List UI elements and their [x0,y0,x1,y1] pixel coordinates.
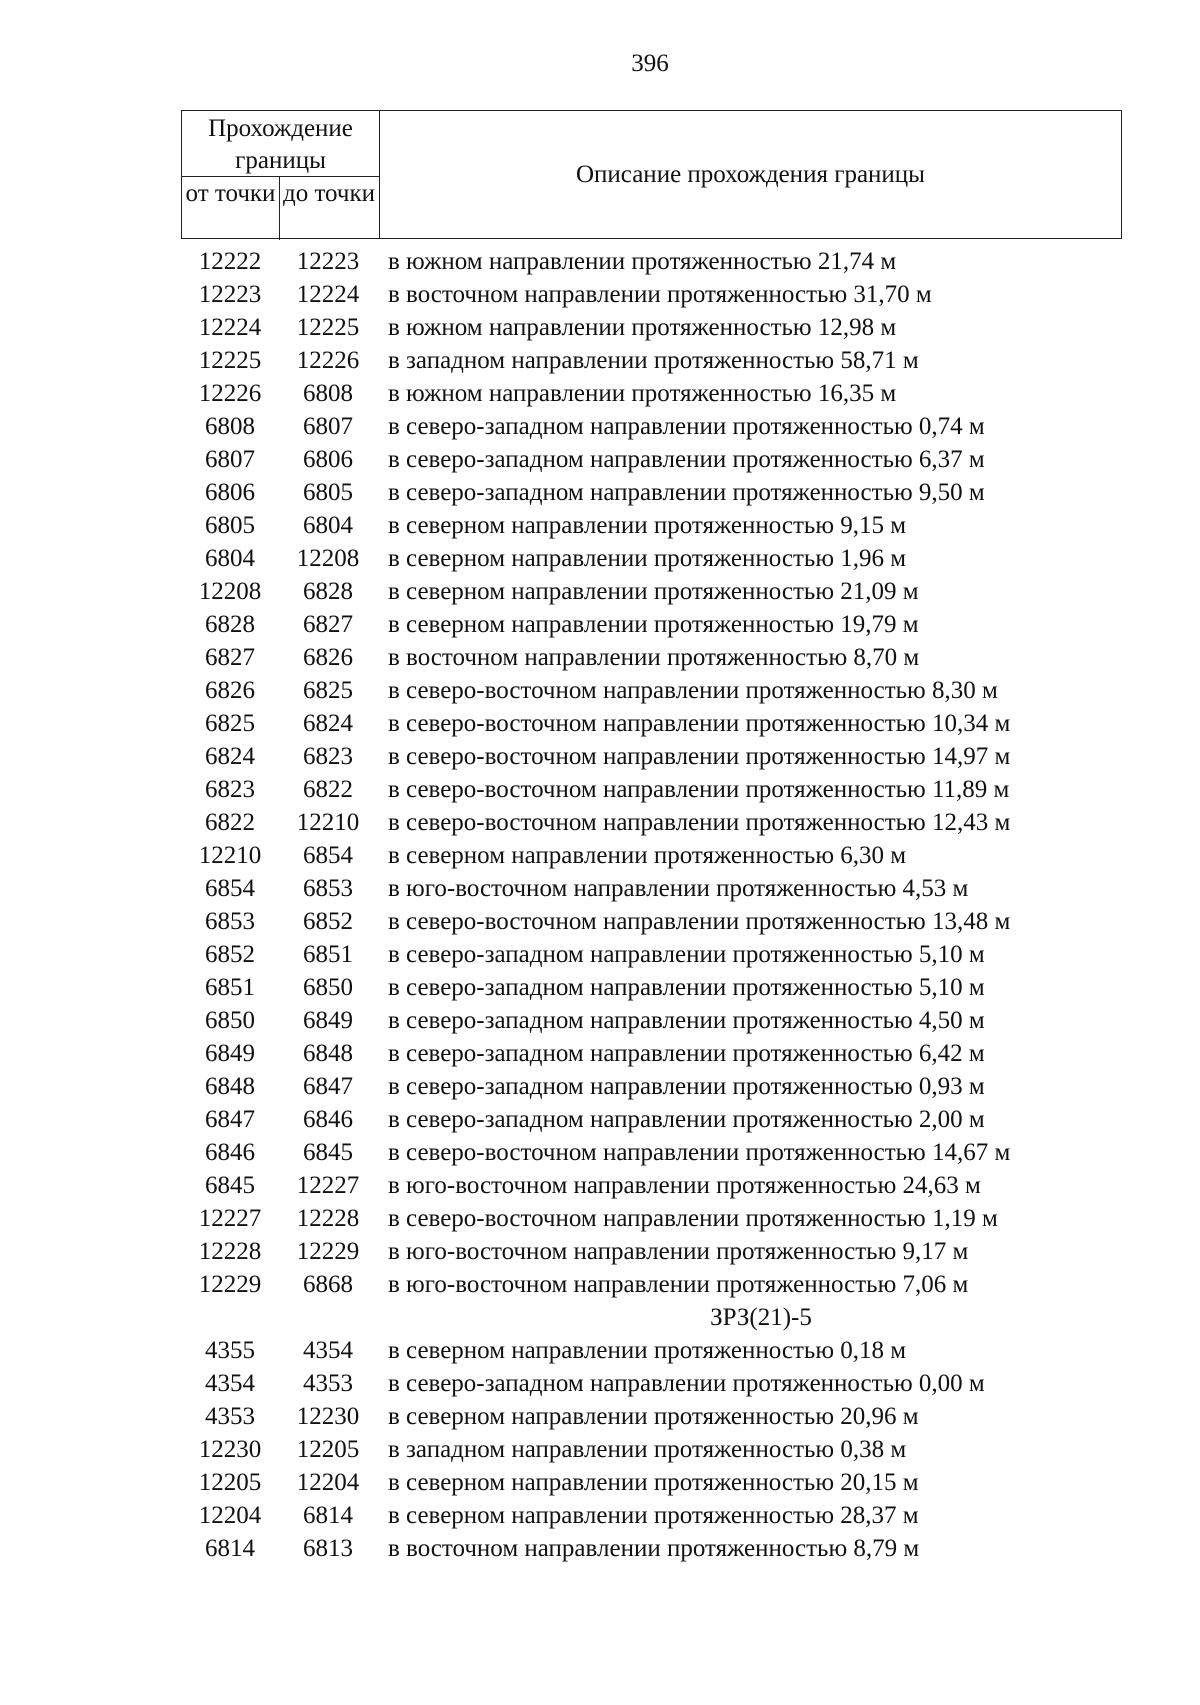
to-point-cell: 6805 [303,479,353,506]
to-point-cell: 6827 [303,611,353,638]
from-point-cell: 6814 [205,1535,255,1562]
from-point-cell: 6806 [205,479,255,506]
from-point-cell: 6845 [205,1172,255,1199]
to-point-cell: 6813 [303,1535,353,1562]
description-cell: в северо-восточном направлении протяженностью 14,67 м [388,1139,1011,1166]
to-point-cell: 4354 [303,1337,353,1364]
to-point-cell: 6848 [303,1040,353,1067]
from-point-cell: 6826 [205,677,255,704]
description-cell: в северном направлении протяженностью 0,18 м [388,1337,907,1364]
from-point-cell: 12230 [198,1436,262,1463]
from-point-cell: 12223 [198,281,262,308]
passage-column-header [182,111,380,238]
table-row [181,245,1141,278]
table-row [181,1037,1141,1070]
to-point-header: до точки [282,180,376,207]
from-point-cell: 12228 [198,1238,262,1265]
from-point-cell: 12205 [198,1469,262,1496]
from-point-header: от точки [182,177,280,240]
description-cell: в северо-восточном направлении протяженностью 13,48 м [388,908,1011,935]
table-row [181,1070,1141,1103]
to-point-cell: 6850 [303,974,353,1001]
table-row [181,1202,1141,1235]
to-point-cell: 6851 [303,941,353,968]
description-header: Описание прохождения границы [576,160,925,188]
to-point-cell: 12204 [296,1469,360,1496]
description-cell: в северо-западном направлении протяженностью 5,10 м [388,941,985,968]
description-cell: в северо-восточном направлении протяженностью 8,30 м [388,677,998,704]
table-row [181,311,1141,344]
to-point-cell: 6854 [303,842,353,869]
to-point-cell: 6849 [303,1007,353,1034]
to-point-cell: 6853 [303,875,353,902]
table-row [181,806,1141,839]
description-cell: в северо-западном направлении протяженностью 2,00 м [388,1106,985,1133]
description-cell: в северном направлении протяженностью 19,79 м [388,611,919,638]
table-row [181,410,1141,443]
to-point-cell: 6822 [303,776,353,803]
from-point-cell: 4355 [205,1337,255,1364]
table-row [181,1004,1141,1037]
description-cell: в южном направлении протяженностью 16,35 м [388,380,897,407]
table-header [181,110,1122,239]
to-point-cell: 12210 [296,809,360,836]
description-cell: в восточном направлении протяженностью 31,70 м [388,281,932,308]
description-cell: в северо-западном направлении протяженностью 5,10 м [388,974,985,1001]
to-point-cell: 6824 [303,710,353,737]
from-point-cell: 12225 [198,347,262,374]
description-cell: в юго-восточном направлении протяженностью 4,53 м [388,875,969,902]
description-cell: в западном направлении протяженностью 58,71 м [388,347,919,374]
from-point-cell: 4353 [205,1403,255,1430]
description-cell: в северном направлении протяженностью 28,37 м [388,1502,919,1529]
from-point-cell: 6824 [205,743,255,770]
to-point-cell: 6868 [303,1271,353,1298]
table-row [181,707,1141,740]
to-point-cell: 6806 [303,446,353,473]
table-row [181,971,1141,1004]
description-cell: в северном направлении протяженностью 21,09 м [388,578,919,605]
table-row [181,1400,1141,1433]
from-point-cell: 6804 [205,545,255,572]
description-cell: в северо-западном направлении протяженностью 6,42 м [388,1040,985,1067]
from-point-cell: 12210 [198,842,262,869]
from-point-cell: 12227 [198,1205,262,1232]
from-point-cell: 6853 [205,908,255,935]
table-row [181,1499,1141,1532]
description-cell: в северо-западном направлении протяженностью 6,37 м [388,446,985,473]
table-row [181,1532,1141,1565]
to-point-cell: 6852 [303,908,353,935]
table-row [181,773,1141,806]
table-row [181,443,1141,476]
table-row [181,608,1141,641]
to-point-cell: 6845 [303,1139,353,1166]
to-point-cell: 4353 [303,1370,353,1397]
description-cell: в юго-восточном направлении протяженностью 24,63 м [388,1172,981,1199]
description-cell: в северном направлении протяженностью 6,30 м [388,842,907,869]
from-point-cell: 6849 [205,1040,255,1067]
from-point-cell: 6847 [205,1106,255,1133]
to-point-cell: 12229 [296,1238,360,1265]
description-cell: в северном направлении протяженностью 9,15 м [388,512,907,539]
table-row [181,344,1141,377]
table-row [181,476,1141,509]
table-row [181,509,1141,542]
table-row [181,377,1141,410]
passage-title: Прохождение границы [182,111,379,177]
to-point-cell: 6814 [303,1502,353,1529]
boundary-table-body [181,245,1141,1565]
from-point-cell: 6846 [205,1139,255,1166]
description-cell: в северо-восточном направлении протяженностью 14,97 м [388,743,1011,770]
page-number: 396 [631,50,669,77]
table-row [181,575,1141,608]
from-point-cell: 12204 [198,1502,262,1529]
description-cell: в южном направлении протяженностью 21,74 м [388,248,897,275]
from-point-cell: 6827 [205,644,255,671]
description-cell: в юго-восточном направлении протяженностью 9,17 м [388,1238,969,1265]
to-point-cell: 6808 [303,380,353,407]
from-point-cell: 12222 [198,248,262,275]
description-cell: в северо-западном направлении протяженностью 4,50 м [388,1007,985,1034]
to-point-cell: 12205 [296,1436,360,1463]
table-row [181,905,1141,938]
from-point-cell: 6848 [205,1073,255,1100]
table-row [181,839,1141,872]
from-point-cell: 6807 [205,446,255,473]
from-point-cell: 6828 [205,611,255,638]
to-point-cell: 6807 [303,413,353,440]
table-row [181,1334,1141,1367]
description-cell: в северо-восточном направлении протяженностью 10,34 м [388,710,1011,737]
from-point-cell: 6825 [205,710,255,737]
description-cell: в северном направлении протяженностью 20,15 м [388,1469,919,1496]
section-title: ЗРЗ(21)-5 [710,1304,812,1331]
to-point-cell: 12226 [296,347,360,374]
description-cell: в северо-западном направлении протяженностью 0,74 м [388,413,985,440]
to-point-cell: 12228 [296,1205,360,1232]
description-cell: в юго-восточном направлении протяженностью 7,06 м [388,1271,969,1298]
description-cell: в северном направлении протяженностью 1,96 м [388,545,907,572]
from-point-cell: 6852 [205,941,255,968]
from-point-cell: 6854 [205,875,255,902]
to-point-cell: 12208 [296,545,360,572]
table-row [181,278,1141,311]
from-point-cell: 6823 [205,776,255,803]
from-point-cell: 4354 [205,1370,255,1397]
to-point-cell: 12224 [296,281,360,308]
from-point-cell: 6805 [205,512,255,539]
table-row [181,740,1141,773]
table-row [181,1268,1141,1301]
table-row [181,938,1141,971]
from-point-cell: 12224 [198,314,262,341]
description-cell: в северном направлении протяженностью 20,96 м [388,1403,919,1430]
to-point-cell: 6804 [303,512,353,539]
to-point-cell: 6826 [303,644,353,671]
from-point-cell: 6851 [205,974,255,1001]
to-point-cell: 6828 [303,578,353,605]
description-cell: в южном направлении протяженностью 12,98 м [388,314,897,341]
description-cell: в восточном направлении протяженностью 8,79 м [388,1535,920,1562]
table-row [181,641,1141,674]
from-point-cell: 6822 [205,809,255,836]
table-row [181,1136,1141,1169]
table-row [181,1433,1141,1466]
table-row [181,1103,1141,1136]
table-row [181,1466,1141,1499]
table-row [181,674,1141,707]
description-cell: в северо-западном направлении протяженностью 9,50 м [388,479,985,506]
to-point-cell: 12225 [296,314,360,341]
description-cell: в восточном направлении протяженностью 8,70 м [388,644,920,671]
from-point-cell: 12229 [198,1271,262,1298]
table-row [181,542,1141,575]
from-point-cell: 12226 [198,380,262,407]
description-cell: в северо-западном направлении протяженностью 0,93 м [388,1073,985,1100]
to-point-cell: 12223 [296,248,360,275]
to-point-cell: 6846 [303,1106,353,1133]
description-cell: в западном направлении протяженностью 0,38 м [388,1436,907,1463]
from-point-cell: 6850 [205,1007,255,1034]
table-row [181,1235,1141,1268]
to-point-cell: 12227 [296,1172,360,1199]
from-point-cell: 12208 [198,578,262,605]
description-cell: в северо-восточном направлении протяженностью 11,89 м [388,776,1010,803]
description-cell: в северо-западном направлении протяженностью 0,00 м [388,1370,985,1397]
to-point-cell: 6847 [303,1073,353,1100]
table-row [181,1367,1141,1400]
to-point-cell: 6823 [303,743,353,770]
table-row [181,1169,1141,1202]
description-cell: в северо-восточном направлении протяженностью 12,43 м [388,809,1011,836]
table-row [181,872,1141,905]
to-point-cell: 12230 [296,1403,360,1430]
description-cell: в северо-восточном направлении протяженностью 1,19 м [388,1205,998,1232]
from-point-cell: 6808 [205,413,255,440]
to-point-cell: 6825 [303,677,353,704]
